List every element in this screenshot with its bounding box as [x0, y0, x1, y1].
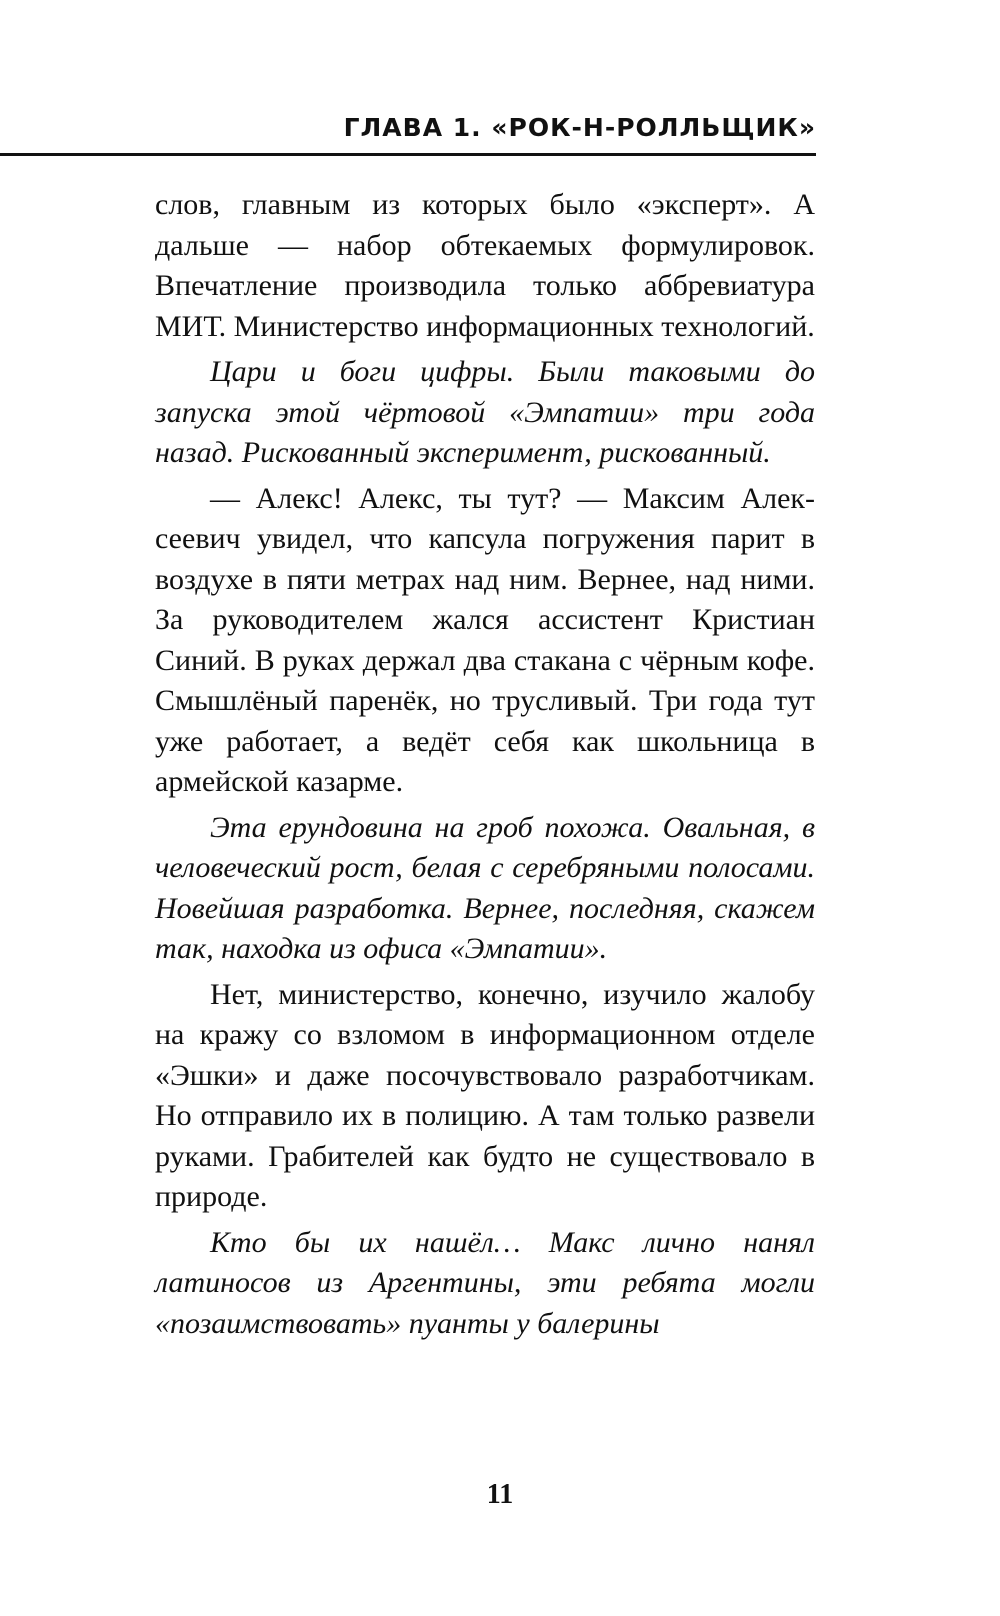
paragraph-2-italic: Цари и боги цифры. Были таковыми до запуска этой чёртовой «Эмпатии» три года назад. Рискованный эксперимент, рискованный. — [155, 355, 815, 469]
running-header: ГЛАВА 1. «РОК-Н-РОЛЛЬЩИК» — [343, 113, 816, 142]
page-body — [155, 185, 815, 1349]
paragraph-5: Нет, министерство, конечно, изучило жалобу на кражу со взломом в информационном отделе «Эшки» и даже посочувствовало разработчикам. Но отправило их в полицию. А там только развели руками. Грабителей как будто не существовало в природе. — [155, 977, 815, 1213]
paragraph-6-italic: Кто бы их нашёл… Макс лично нанял латиносов из Аргентины, эти ребята могли «позаимствовать» пуанты у балерины — [155, 1225, 815, 1340]
page-number: 11 — [486, 1479, 514, 1510]
paragraph-4-italic: Эта ерундовина на гроб похожа. Овальная, в человеческий рост, белая с серебряными полосами. Новейшая разработка. Вернее, последняя, скажем так, находка из офиса «Эмпатии». — [155, 810, 815, 965]
header-divider — [0, 153, 816, 156]
paragraph-3: — Алекс! Алекс, ты тут? — Максим Алексеевич увидел, что капсула погружения парит в воздухе в пяти метрах над ним. Вернее, над ними. За руководителем жался ассистент Кристиан Синий. В руках держал два стакана с чёрным кофе. Смышлёный паренёк, но трусливый. Три года тут уже работает, а ведёт себя как школьница в армейской казарме. — [155, 481, 815, 798]
paragraph-1: слов, главным из которых было «эксперт». А дальше — набор обтекаемых формулировок. Впечатление производила только аббревиатура МИТ. Министерство информационных технологий. — [155, 188, 815, 343]
